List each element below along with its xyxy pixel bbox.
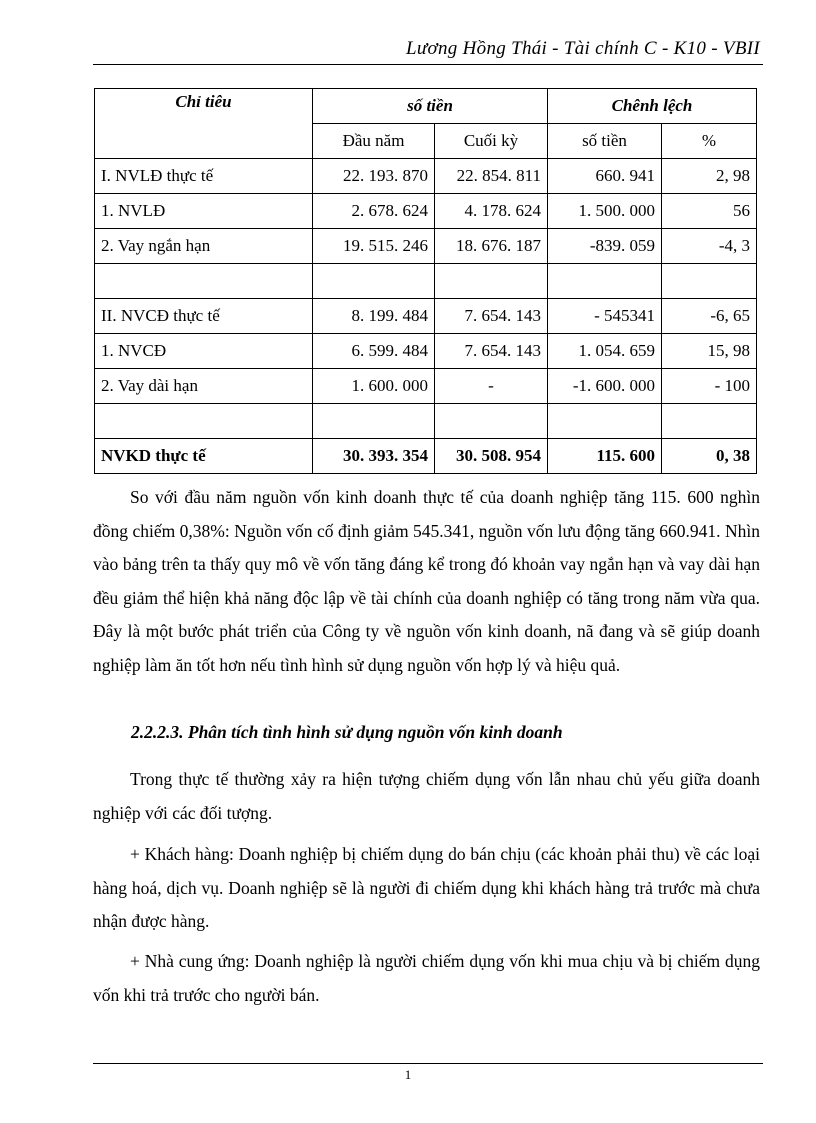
cell-cuoi-ky (435, 404, 548, 439)
cell-cuoi-ky (435, 264, 548, 299)
cell-so-tien: -839. 059 (548, 229, 662, 264)
row-label: I. NVLĐ thực tế (95, 159, 313, 194)
row-label: NVKD thực tế (95, 439, 313, 474)
cell-percent: 0, 38 (662, 439, 757, 474)
cell-percent (662, 404, 757, 439)
subheader-cuoi-ky: Cuối kỳ (435, 124, 548, 159)
paragraph-intro: Trong thực tế thường xảy ra hiện tượng chiếm dụng vốn lẫn nhau chủ yếu giữa doanh nghiệp với các đối tượng. (93, 769, 760, 823)
cell-percent: 15, 98 (662, 334, 757, 369)
header-chi-tieu: Chỉ tiêu (95, 89, 313, 159)
table-row (95, 369, 757, 404)
cell-dau-nam: 1. 600. 000 (313, 369, 435, 404)
cell-so-tien (548, 404, 662, 439)
paragraph-customers: + Khách hàng: Doanh nghiệp bị chiếm dụng do bán chịu (các khoản phải thu) về các loại hàng hoá, dịch vụ. Doanh nghiệp sẽ là người đi chiếm dụng khi khách hàng trả trước mà chưa nhận được hàng. (93, 844, 760, 932)
subheader-so-tien: số tiền (548, 124, 662, 159)
paragraph-suppliers: + Nhà cung ứng: Doanh nghiệp là người chiếm dụng vốn khi mua chịu và bị chiếm dụng vốn khi trả trước cho người bán. (93, 951, 760, 1005)
cell-dau-nam (313, 264, 435, 299)
cell-percent: -4, 3 (662, 229, 757, 264)
cell-percent (662, 264, 757, 299)
cell-so-tien: 115. 600 (548, 439, 662, 474)
table-row (95, 159, 757, 194)
row-label (95, 264, 313, 299)
cell-so-tien: 1. 500. 000 (548, 194, 662, 229)
subheader-percent: % (662, 124, 757, 159)
cell-percent: 2, 98 (662, 159, 757, 194)
cell-dau-nam: 2. 678. 624 (313, 194, 435, 229)
table-header-row (95, 89, 757, 124)
cell-percent: -6, 65 (662, 299, 757, 334)
table-row (95, 334, 757, 369)
cell-cuoi-ky: 4. 178. 624 (435, 194, 548, 229)
page-number: 1 (404, 1067, 412, 1082)
cell-so-tien: 660. 941 (548, 159, 662, 194)
cell-dau-nam: 6. 599. 484 (313, 334, 435, 369)
header-chenh-lech: Chênh lệch (548, 89, 757, 124)
cell-dau-nam: 8. 199. 484 (313, 299, 435, 334)
capital-table (94, 88, 757, 474)
table-row-empty (95, 264, 757, 299)
cell-so-tien: 1. 054. 659 (548, 334, 662, 369)
table-row-empty (95, 404, 757, 439)
cell-dau-nam: 30. 393. 354 (313, 439, 435, 474)
cell-cuoi-ky: 22. 854. 811 (435, 159, 548, 194)
row-label: 1. NVCĐ (95, 334, 313, 369)
table-row (95, 194, 757, 229)
header-divider (93, 64, 763, 65)
cell-dau-nam (313, 404, 435, 439)
row-label: 2. Vay ngắn hạn (95, 229, 313, 264)
table-row (95, 299, 757, 334)
row-label: II. NVCĐ thực tế (95, 299, 313, 334)
cell-dau-nam: 19. 515. 246 (313, 229, 435, 264)
row-label: 1. NVLĐ (95, 194, 313, 229)
cell-percent: - 100 (662, 369, 757, 404)
cell-so-tien (548, 264, 662, 299)
cell-so-tien: - 545341 (548, 299, 662, 334)
section-heading: 2.2.2.3. Phân tích tình hình sử dụng nguồn vốn kinh doanh (131, 722, 563, 742)
cell-cuoi-ky: - (435, 369, 548, 404)
cell-cuoi-ky: 18. 676. 187 (435, 229, 548, 264)
cell-cuoi-ky: 7. 654. 143 (435, 334, 548, 369)
header-so-tien: số tiền (313, 89, 548, 124)
cell-so-tien: -1. 600. 000 (548, 369, 662, 404)
table-total-row (95, 439, 757, 474)
row-label (95, 404, 313, 439)
cell-dau-nam: 22. 193. 870 (313, 159, 435, 194)
paragraph-summary: So với đầu năm nguồn vốn kinh doanh thực tế của doanh nghiệp tăng 115. 600 nghìn đồng chiếm 0,38%: Nguồn vốn cố định giảm 545.341, nguồn vốn lưu động tăng 660.941. Nhìn vào bảng trên ta thấy quy mô về vốn tăng đáng kể trong đó khoản vay ngắn hạn và vay dài hạn đều giảm thể hiện khả năng độc lập về tài chính của doanh nghiệp có tăng trong năm vừa qua. Đây là một bước phát triển của Công ty về nguồn vốn kinh doanh, nã đang và sẽ giúp doanh nghiệp làm ăn tốt hơn nếu tình hình sử dụng nguồn vốn hợp lý và hiệu quả. (93, 487, 760, 675)
footer-divider (93, 1063, 763, 1064)
running-header: Lương Hồng Thái - Tài chính C - K10 - VBII (406, 38, 760, 59)
cell-cuoi-ky: 30. 508. 954 (435, 439, 548, 474)
cell-cuoi-ky: 7. 654. 143 (435, 299, 548, 334)
subheader-dau-nam: Đầu năm (313, 124, 435, 159)
table-row (95, 229, 757, 264)
row-label: 2. Vay dài hạn (95, 369, 313, 404)
cell-percent: 56 (662, 194, 757, 229)
